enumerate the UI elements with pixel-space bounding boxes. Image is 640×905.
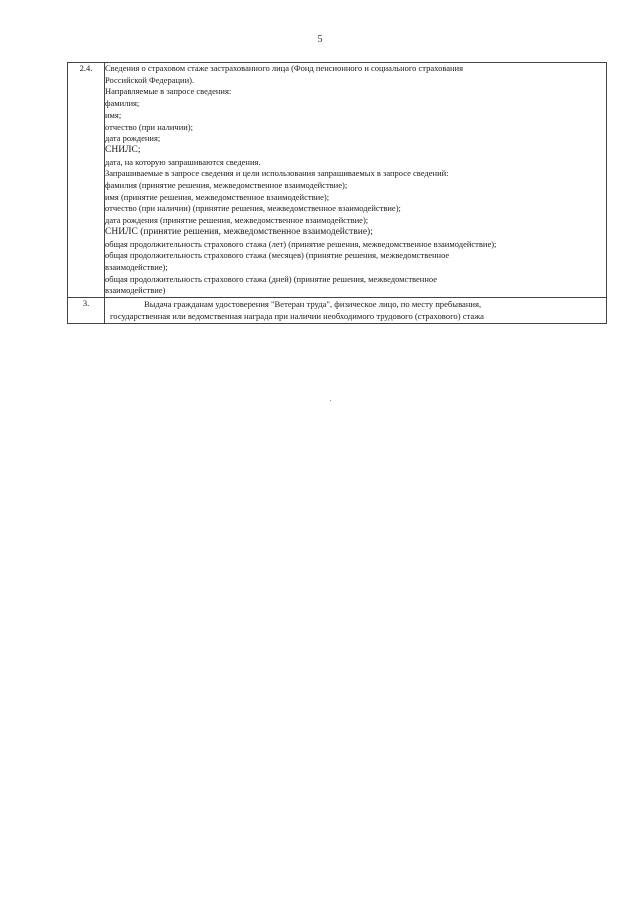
scan-artifact [330, 400, 331, 401]
text-line: отчество (при наличии); [105, 121, 193, 132]
text-line: общая продолжительность страхового стажа (месяцев) (принятие решения, межведомственное [105, 250, 450, 261]
text-line: Российской Федерации). [105, 74, 195, 85]
text-line: фамилия (принятие решения, межведомственное взаимодействие); [105, 180, 348, 191]
text-line: отчество (при наличии) (принятие решения, межведомственное взаимодействие); [105, 203, 401, 214]
row-number: 3. [68, 298, 105, 324]
page-number: 5 [317, 34, 323, 45]
table-row [68, 298, 607, 324]
text-line: дата рождения (принятие решения, межведомственное взаимодействие); [105, 215, 369, 226]
text-line: имя; [105, 109, 122, 120]
text-line: общая продолжительность страхового стажа (дней) (принятие решения, межведомственное [105, 273, 438, 284]
text-line: фамилия; [105, 98, 140, 109]
row-number: 2.4. [68, 63, 105, 298]
text-line: Запрашиваемые в запросе сведения и цели использования запрашиваемых в запросе сведений: [105, 168, 449, 179]
text-line: государственная или ведомственная награда при наличии необходимого трудового (страхового) стажа [110, 310, 484, 321]
text-line: имя (принятие решения, межведомственное взаимодействие); [105, 191, 330, 202]
text-line: Направляемые в запросе сведения: [105, 86, 232, 97]
text-line: СНИЛС; [105, 144, 141, 155]
text-line: дата, на которую запрашиваются сведения. [105, 156, 261, 167]
row-content [105, 298, 607, 324]
row-content [105, 63, 607, 298]
text-line: взаимодействие); [105, 261, 168, 272]
text-line: дата рождения; [105, 133, 161, 144]
text-line: Сведения о страховом стаже застрахованного лица (Фонд пенсионного и социального страхования [105, 63, 464, 73]
text-line: общая продолжительность страхового стажа (лет) (принятие решения, межведомственное взаимодействие); [105, 238, 497, 249]
requirements-table [67, 62, 607, 324]
text-line: взаимодействие) [105, 285, 166, 296]
text-line: СНИЛС (принятие решения, межведомственное взаимодействие); [105, 226, 373, 237]
text-line: Выдача гражданам удостоверения "Ветеран труда", физическое лицо, по месту пребывания, [144, 299, 482, 310]
table-row [68, 63, 607, 298]
